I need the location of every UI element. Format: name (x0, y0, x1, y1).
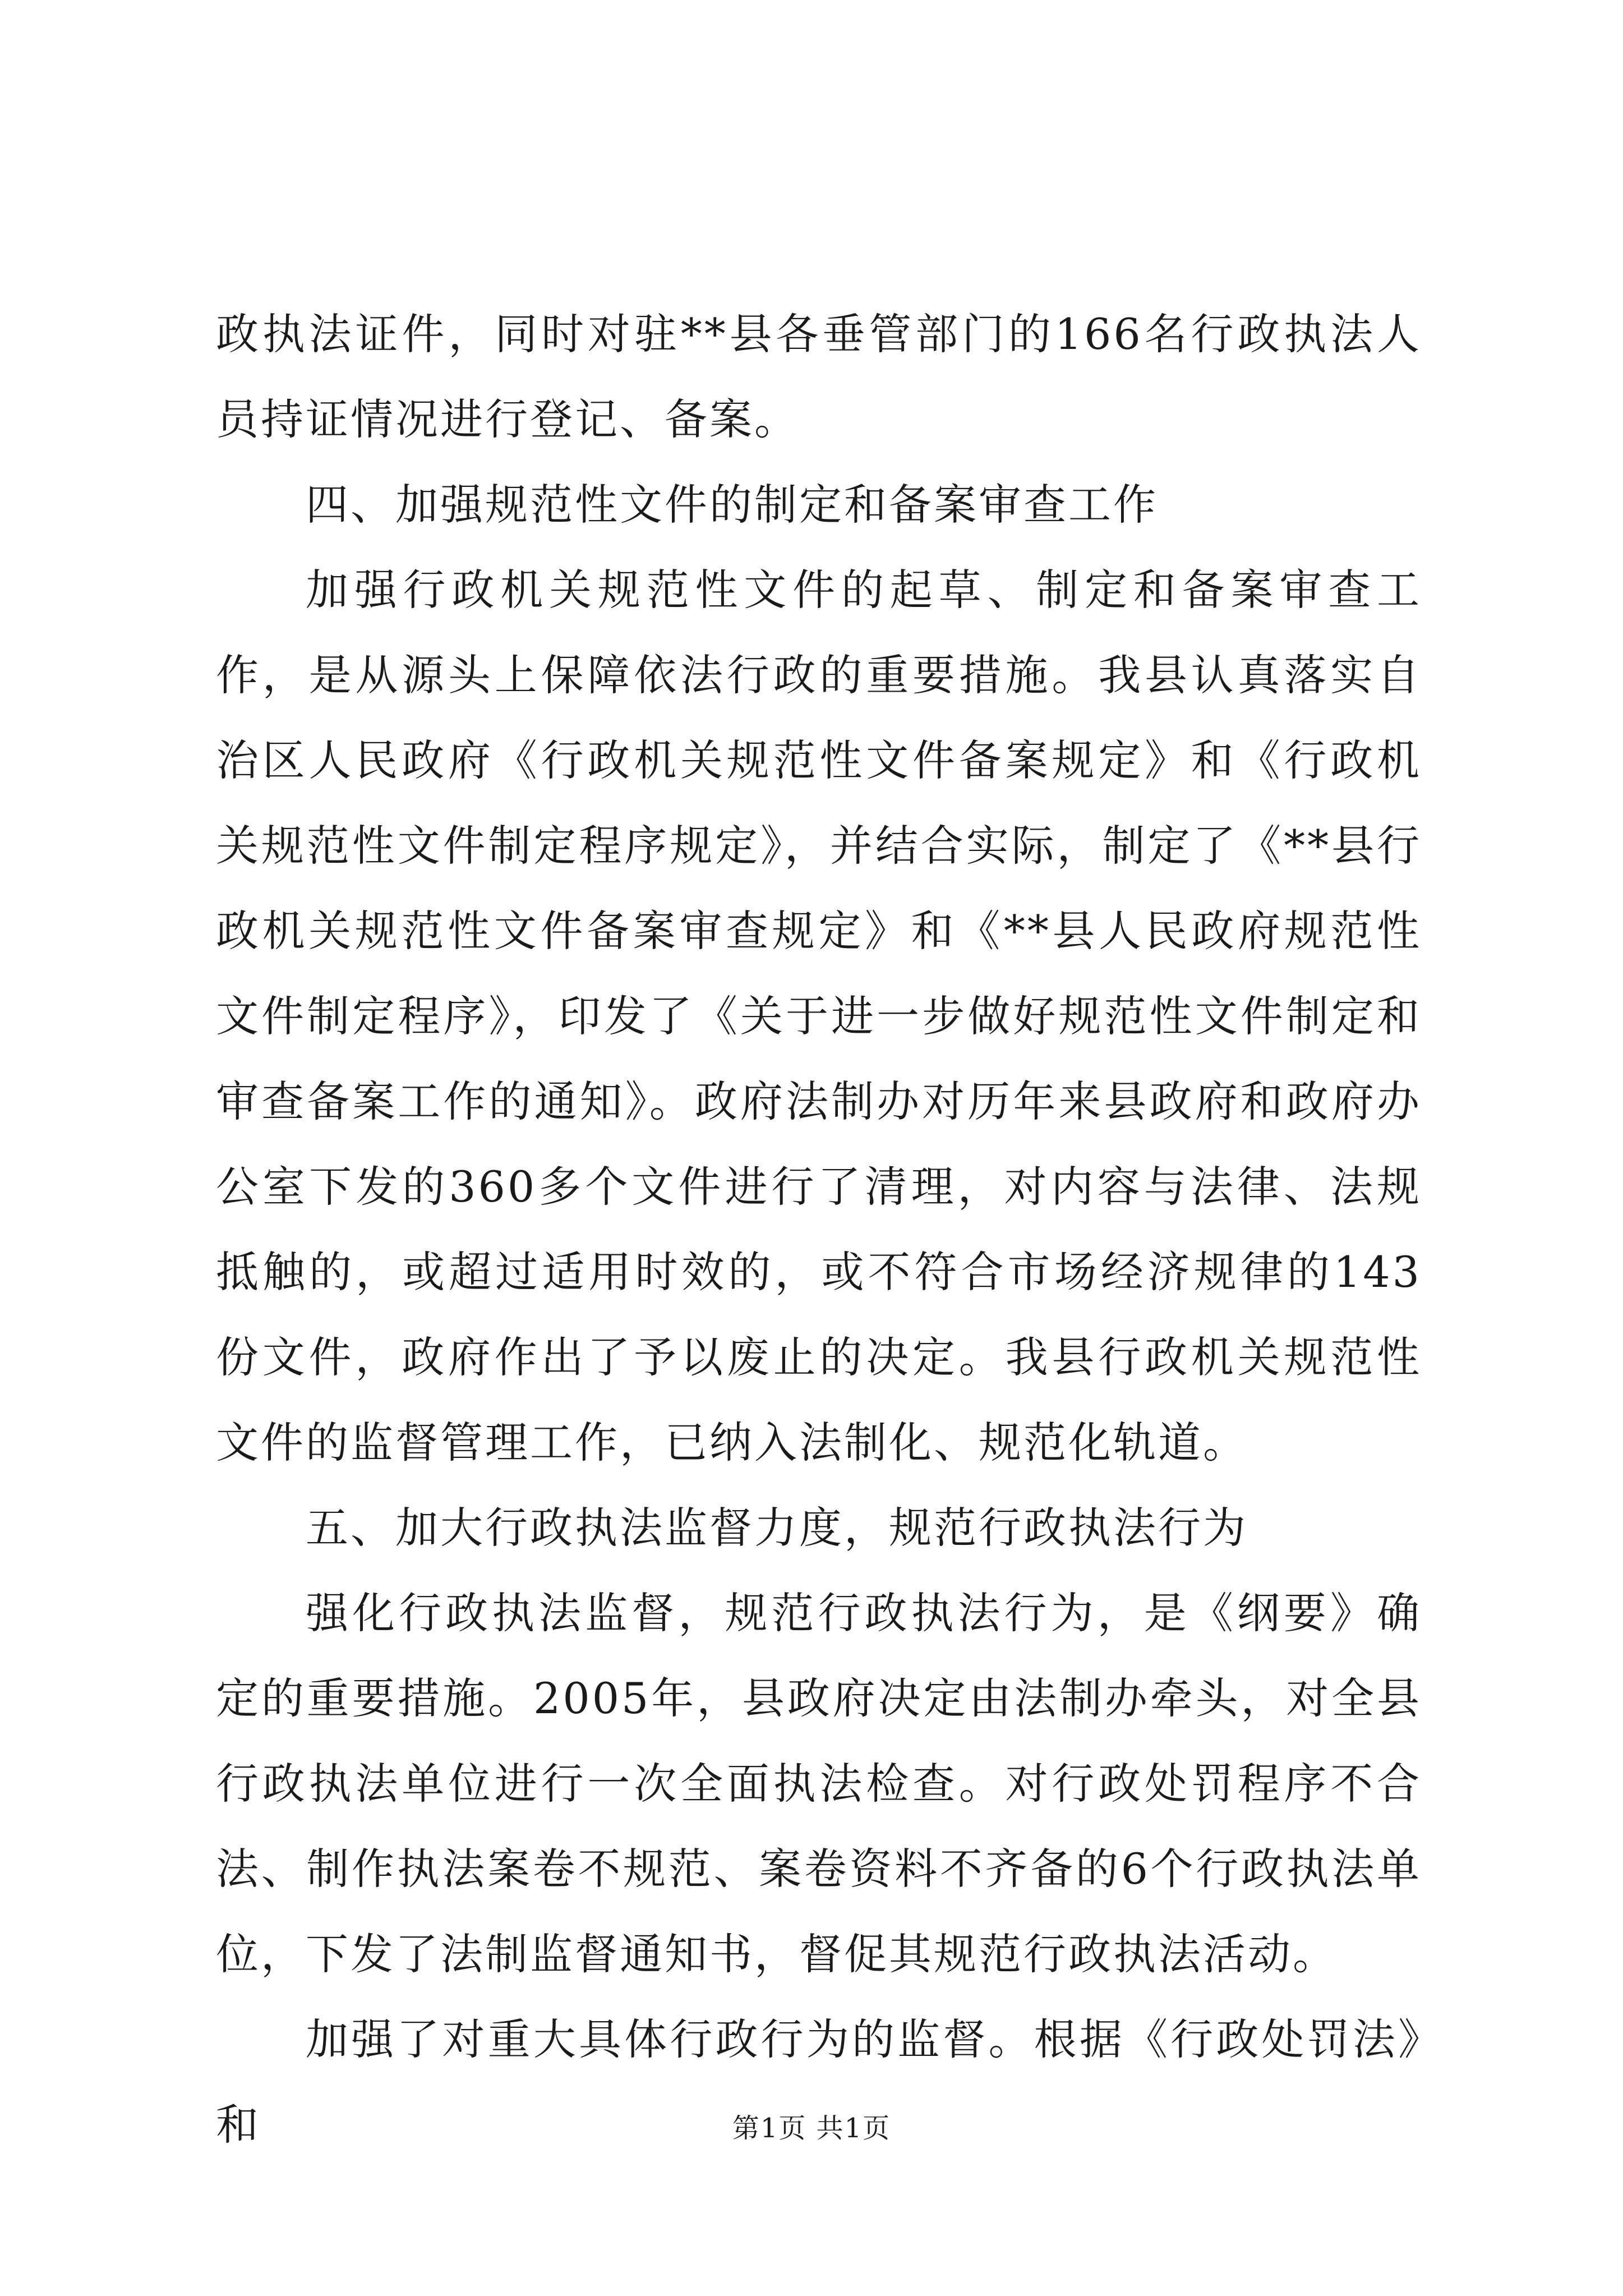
paragraph-continuation: 政执法证件，同时对驻**县各垂管部门的166名行政执法人员持证情况进行登记、备案。 (216, 309, 1422, 444)
paragraph-enforcement-supervision: 强化行政执法监督，规范行政执法行为，是《纲要》确定的重要措施。2005年，县政府决定由法制办牵头，对全县行政执法单位进行一次全面执法检查。对行政处罚程序不合法、制作执法案卷不规范、案卷资料不齐备的6个行政执法单位，下发了法制监督通知书，督促其规范行政执法活动。 (216, 1588, 1422, 1979)
section-heading-5: 五、加大行政执法监督力度，规范行政执法行为 (306, 1503, 1248, 1553)
document-body (216, 292, 1422, 2168)
paragraph-normative-documents: 加强行政机关规范性文件的起草、制定和备案审查工作，是从源头上保障依法行政的重要措施。我县认真落实自治区人民政府《行政机关规范性文件备案规定》和《行政机关规范性文件制定程序规定》，并结合实际，制定了《**县行政机关规范性文件备案审查规定》和《**县人民政府规范性文件制定程序》，印发了《关于进一步做好规范性文件制定和审查备案工作的通知》。政府法制办对历年来县政府和政府办公室下发的360多个文件进行了清理，对内容与法律、法规抵触的，或超过适用时效的，或不符合市场经济规律的143份文件，政府作出了予以废止的决定。我县行政机关规范性文件的监督管理工作，已纳入法制化、规范化轨道。 (216, 565, 1422, 1467)
page-footer: 第1页 共1页 (732, 2113, 891, 2144)
paragraph-major-acts: 加强了对重大具体行政行为的监督。根据《行政处罚法》和 (216, 2014, 1422, 2150)
section-heading-4: 四、加强规范性文件的制定和备案审查工作 (306, 480, 1158, 530)
